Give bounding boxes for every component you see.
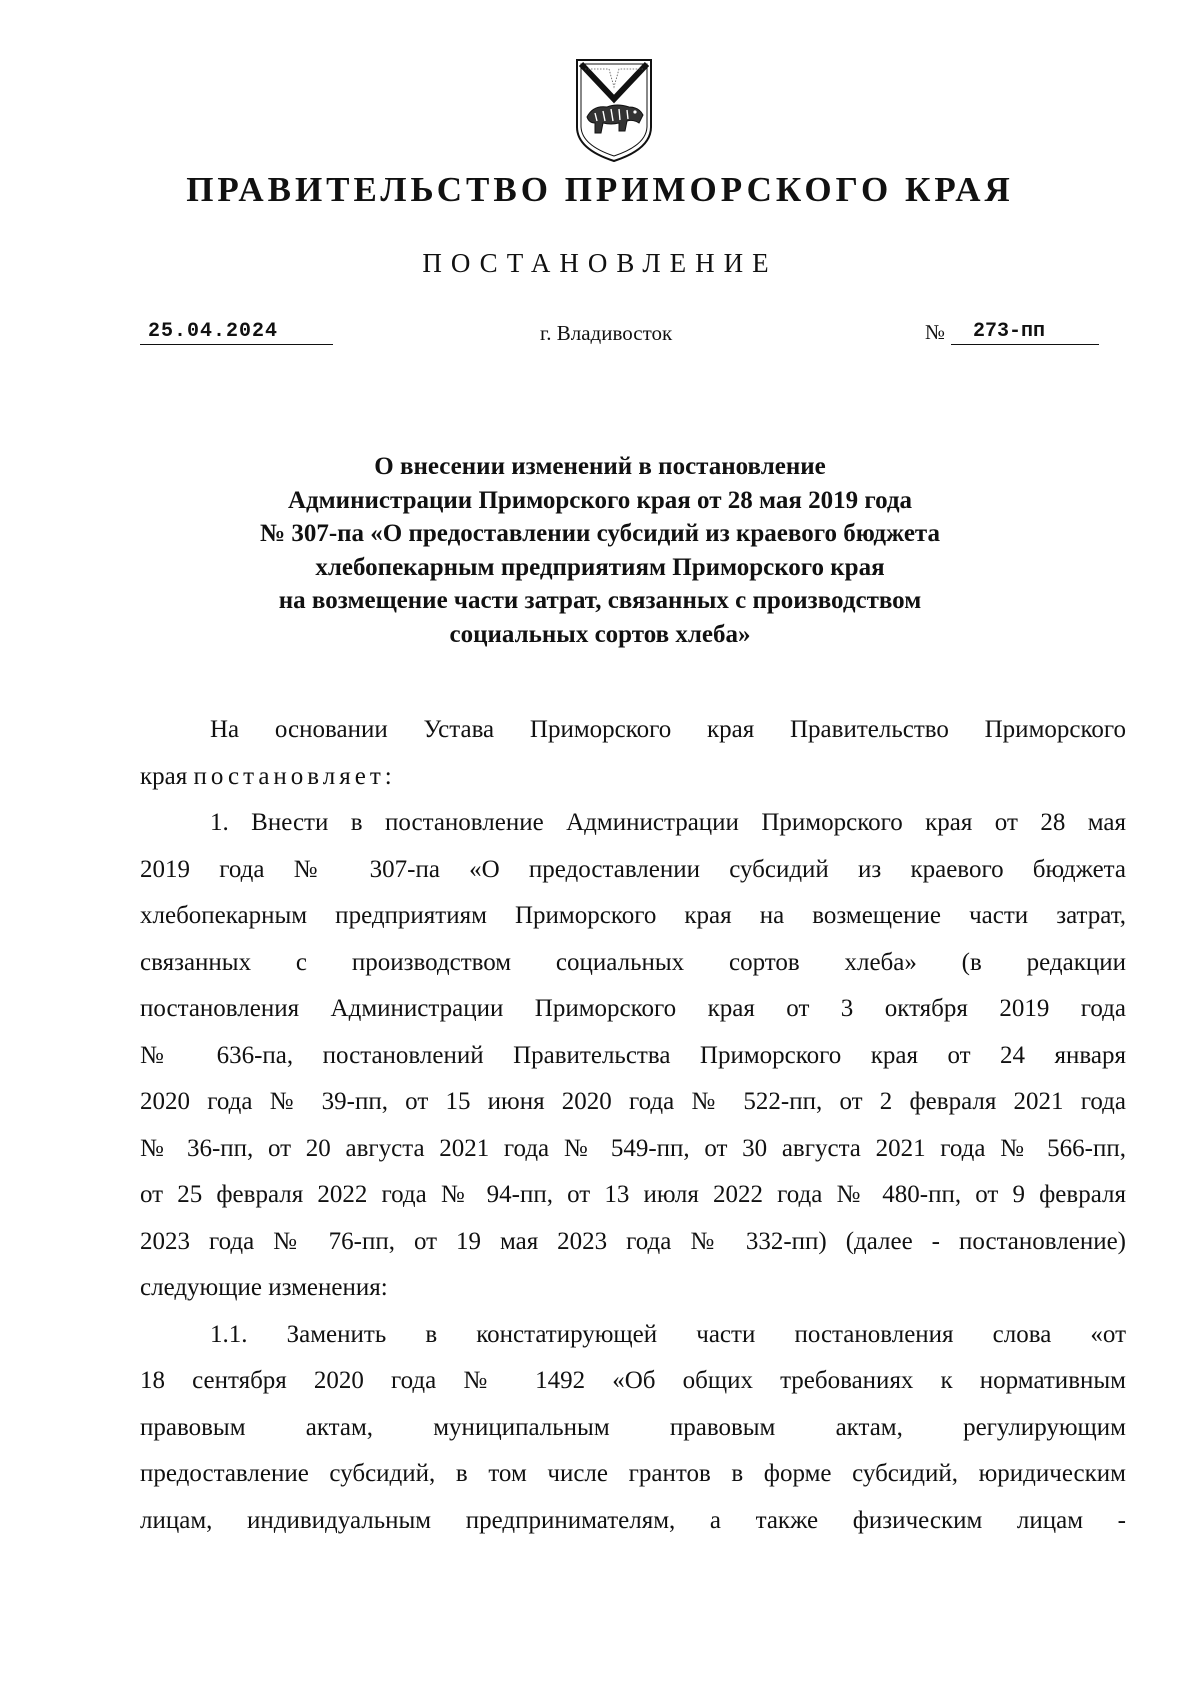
document-body — [140, 707, 1126, 1544]
document-subject — [150, 450, 1050, 651]
number-sign: № — [925, 320, 946, 344]
body-line: предоставление субсидий, в том числе грантов в форме субсидий, юридическим — [140, 1460, 1126, 1487]
document-city: г. Владивосток — [540, 321, 673, 345]
number-value: 273-пп — [951, 320, 1099, 345]
document-type: ПОСТАНОВЛЕНИЕ — [422, 248, 778, 278]
body-word: края — [140, 762, 188, 790]
paragraph-preamble — [140, 707, 1126, 800]
decree-word: постановляет: — [193, 762, 396, 790]
body-line: связанных с производством социальных сортов хлеба» (в редакции — [140, 948, 1126, 976]
subject-line: Администрации Приморского края от 28 мая 2019 года — [287, 486, 913, 514]
body-line: постановления Администрации Приморского края от 3 октября 2019 года — [140, 995, 1126, 1022]
body-line: от 25 февраля 2022 года № 94-пп, от 13 июля 2022 года № 480-пп, от 9 февраля — [140, 1181, 1126, 1208]
primorsky-krai-coat-of-arms-icon — [573, 57, 655, 164]
subject-line: социальных сортов хлеба» — [449, 620, 751, 648]
body-line: № 636-па, постановлений Правительства Приморского края от 24 января — [140, 1041, 1126, 1069]
body-line: 2019 года № 307-па «О предоставлении субсидий из краевого бюджета — [140, 855, 1126, 883]
body-line: 18 сентября 2020 года № 1492 «Об общих требованиях к нормативным — [140, 1367, 1126, 1394]
body-line: 2020 года № 39-пп, от 15 июня 2020 года № 522-пп, от 2 февраля 2021 года — [140, 1088, 1126, 1115]
paragraph-1 — [140, 800, 1126, 1312]
document-number — [925, 320, 1099, 345]
body-line: следующие изменения: — [140, 1274, 388, 1301]
body-line: лицам, индивидуальным предпринимателям, а также физическим лицам - — [140, 1506, 1126, 1534]
subject-line: хлебопекарным предприятиям Приморского края — [315, 553, 885, 581]
body-line: правовым актам, муниципальным правовым актам, регулирующим — [140, 1413, 1126, 1441]
organization-title: ПРАВИТЕЛЬСТВО ПРИМОРСКОГО КРАЯ — [186, 170, 1014, 209]
document-date: 25.04.2024 — [140, 320, 333, 345]
subject-line: на возмещение части затрат, связанных с производством — [278, 587, 922, 614]
body-line: На основании Устава Приморского края Правительство Приморского — [210, 716, 1126, 743]
body-line: 1. Внести в постановление Администрации Приморского края от 28 мая — [210, 809, 1126, 836]
paragraph-1-1 — [140, 1312, 1126, 1545]
subject-line: О внесении изменений в постановление — [374, 453, 826, 480]
body-line: 1.1. Заменить в констатирующей части постановления слова «от — [210, 1320, 1126, 1348]
subject-line: № 307-па «О предоставлении субсидий из краевого бюджета — [259, 520, 941, 547]
body-line: № 36-пп, от 20 августа 2021 года № 549-пп, от 30 августа 2021 года № 566-пп, — [140, 1134, 1126, 1162]
body-line: хлебопекарным предприятиям Приморского края на возмещение части затрат, — [140, 902, 1126, 929]
body-line: 2023 года № 76-пп, от 19 мая 2023 года № 332-пп) (далее - постановление) — [140, 1227, 1126, 1255]
body-line — [140, 754, 1126, 801]
